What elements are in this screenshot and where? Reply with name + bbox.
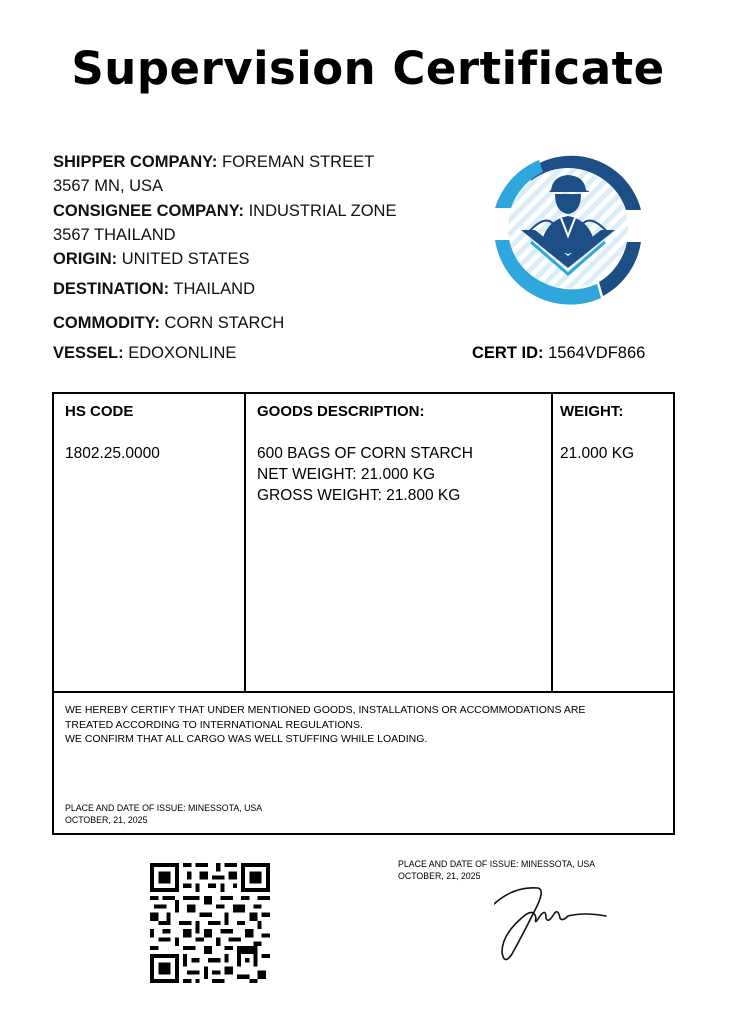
weight-header: WEIGHT: (560, 403, 624, 420)
consignee-company (53, 199, 396, 223)
certification-text (65, 703, 585, 747)
commodity-value: CORN STARCH (164, 314, 285, 332)
table-divider (551, 394, 553, 692)
goods-table (52, 392, 675, 835)
vessel-value: EDOXONLINE (128, 344, 237, 362)
destination-label: DESTINATION: (53, 280, 170, 298)
goods-description-cell (257, 443, 473, 506)
hs-code-header: HS CODE (65, 403, 134, 420)
description-line: GROSS WEIGHT: 21.800 KG (257, 487, 461, 504)
destination-value: THAILAND (173, 280, 256, 298)
inspector-logo (491, 150, 645, 306)
goods-description-header: GOODS DESCRIPTION: (257, 403, 425, 420)
vessel-label: VESSEL: (53, 344, 124, 362)
table-divider (54, 691, 673, 693)
issue-line: OCTOBER, 21, 2025 (398, 871, 481, 881)
certification-line: WE CONFIRM THAT ALL CARGO WAS WELL STUFFING WHILE LOADING. (65, 733, 428, 745)
consignee-line1: INDUSTRIAL ZONE (248, 202, 397, 220)
shipper-label: SHIPPER COMPANY: (53, 153, 218, 171)
vessel (53, 341, 236, 365)
commodity-label: COMMODITY: (53, 314, 160, 332)
issue-place-date-footer (398, 858, 595, 882)
certification-line: WE HEREBY CERTIFY THAT UNDER MENTIONED GOODS, INSTALLATIONS OR ACCOMMODATIONS ARE (65, 704, 586, 716)
shipper-line2: 3567 MN, USA (53, 177, 164, 195)
consignee-line2: 3567 THAILAND (53, 226, 176, 244)
qr-code-icon (150, 862, 270, 984)
shipper-line1: FOREMAN STREET (222, 153, 375, 171)
weight-value: 21.000 KG (560, 445, 635, 462)
destination (53, 277, 255, 301)
shipper-company (53, 150, 374, 174)
issue-line: PLACE AND DATE OF ISSUE: MINESSOTA, USA (65, 803, 263, 813)
issue-place-date-table (65, 802, 262, 826)
origin (53, 247, 250, 271)
page-title: Supervision Certificate (71, 42, 665, 95)
cert-id-value: 1564VDF866 (548, 344, 646, 362)
hs-code-value: 1802.25.0000 (65, 445, 160, 462)
issue-line: PLACE AND DATE OF ISSUE: MINESSOTA, USA (398, 859, 596, 869)
cert-id (472, 341, 645, 365)
origin-label: ORIGIN: (53, 250, 118, 268)
signature-icon (494, 882, 610, 964)
issue-line: OCTOBER, 21, 2025 (65, 815, 148, 825)
consignee-label: CONSIGNEE COMPANY: (53, 202, 244, 220)
cert-id-label: CERT ID: (472, 344, 544, 362)
certification-line: TREATED ACCORDING TO INTERNATIONAL REGULATIONS. (65, 718, 363, 731)
description-line: 600 BAGS OF CORN STARCH (257, 445, 473, 462)
table-divider (244, 394, 246, 692)
description-line: NET WEIGHT: 21.000 KG (257, 466, 436, 483)
origin-value: UNITED STATES (121, 250, 250, 268)
commodity (53, 311, 284, 335)
